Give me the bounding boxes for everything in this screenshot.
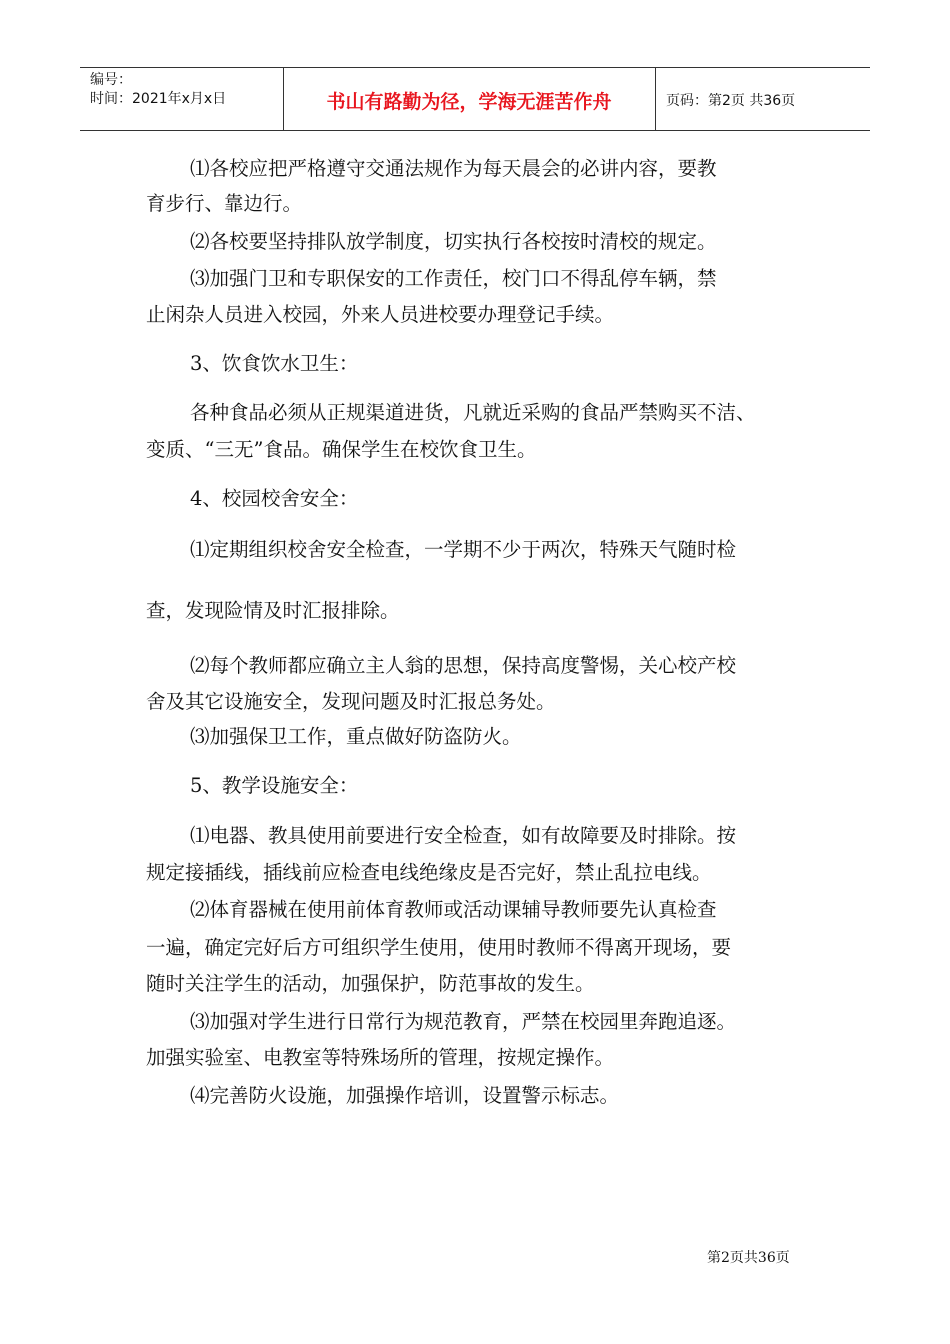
number-label: 编号： (90, 72, 132, 88)
time-label: 时间：2021年x月x日 (90, 91, 227, 107)
body-line: ⑵体育器械在使用前体育教师或活动课辅导教师要先认真检查 (190, 898, 717, 921)
body-line: 随时关注学生的活动，加强保护，防范事故的发生。 (146, 972, 595, 995)
body-line: ⑶加强对学生进行日常行为规范教育，严禁在校园里奔跑追逐。 (190, 1010, 737, 1033)
body-line: 查，发现险情及时汇报排除。 (146, 599, 400, 622)
body-line: 一遍，确定完好后方可组织学生使用，使用时教师不得离开现场，要 (146, 936, 732, 959)
body-line: ⑶加强门卫和专职保安的工作责任，校门口不得乱停车辆，禁 (190, 267, 717, 290)
section-heading: 3、饮食饮水卫生： (190, 352, 359, 375)
body-line: ⑵每个教师都应确立主人翁的思想，保持高度警惕，关心校产校 (190, 654, 737, 677)
body-line: 加强实验室、电教室等特殊场所的管理，按规定操作。 (146, 1046, 615, 1069)
body-line: 舍及其它设施安全，发现问题及时汇报总务处。 (146, 690, 556, 713)
header-motto: 书山有路勤为径，学海无涯苦作舟 (326, 91, 612, 113)
body-line: ⑴定期组织校舍安全检查，一学期不少于两次，特殊天气随时检 (190, 538, 737, 561)
page-footer: 第2页共36页 (707, 1250, 790, 1266)
body-line: ⑶加强保卫工作，重点做好防盗防火。 (190, 725, 522, 748)
body-line: ⑴各校应把严格遵守交通法规作为每天晨会的必讲内容，要教 (190, 157, 717, 180)
body-line: 止闲杂人员进入校园，外来人员进校要办理登记手续。 (146, 303, 615, 326)
body-line: ⑴电器、教具使用前要进行安全检查，如有故障要及时排除。按 (190, 824, 737, 847)
body-line: 各种食品必须从正规渠道进货，凡就近采购的食品严禁购买不洁、 (190, 401, 756, 424)
header-divider (655, 68, 656, 130)
header-meta (90, 71, 226, 109)
section-heading: 5、教学设施安全： (190, 774, 359, 797)
body-line: 规定接插线，插线前应检查电线绝缘皮是否完好，禁止乱拉电线。 (146, 861, 712, 884)
body-line: 变质、“三无”食品。确保学生在校饮食卫生。 (146, 438, 537, 461)
body-line: ⑵各校要坚持排队放学制度，切实执行各校按时清校的规定。 (190, 230, 717, 253)
body-line: 育步行、靠边行。 (146, 192, 303, 215)
body-line: ⑷完善防火设施，加强操作培训，设置警示标志。 (190, 1084, 620, 1107)
header-page-label: 页码：第2页 共36页 (666, 93, 796, 109)
section-heading: 4、校园校舍安全： (190, 487, 359, 510)
page-header (80, 67, 870, 131)
